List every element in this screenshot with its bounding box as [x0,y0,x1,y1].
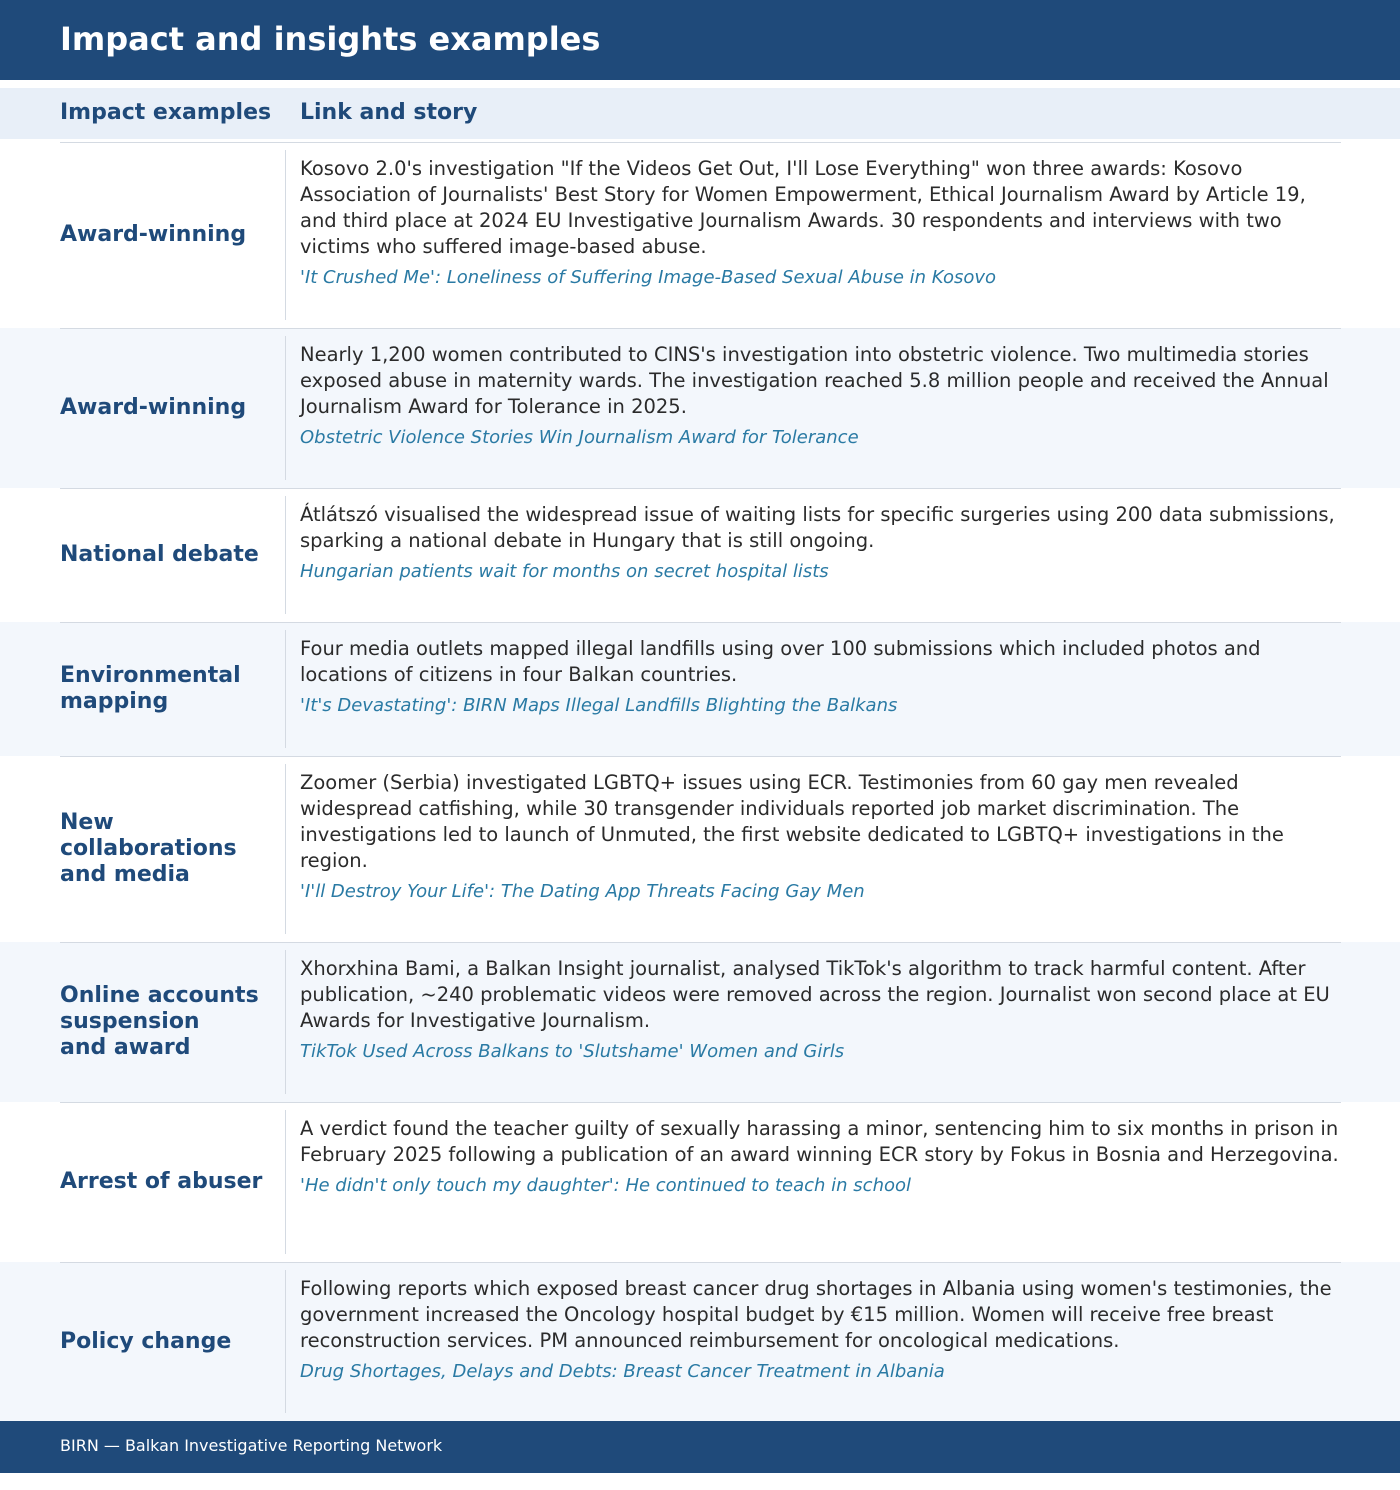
story-link[interactable]: 'It Crushed Me': Loneliness of Suffering Image-Based Sexual Abuse in Kosovo [300,267,997,288]
column-header-link: Link and story [300,100,478,125]
column-divider [285,630,286,748]
page-title: Impact and insights examples [60,20,601,58]
impact-description: Zoomer (Serbia) investigated LGBTQ+ issues using ECR. Testimonies from 60 gay men revealed widespread catfishing, while 30 transgender individuals reported job market discrimination. The investigations led to launch of Unmuted, the first website dedicated to LGBTQ+ investigations in the region. [300,771,1284,872]
impact-label: Award-winning [60,222,247,247]
impact-description: Following reports which exposed breast cancer drug shortages in Albania using women's testimonies, the government increased the Oncology hospital budget by €15 million. Women will receive free breast reconstruction services. PM announced reimbursement for oncological medications. [300,1277,1332,1352]
story-link[interactable]: Hungarian patients wait for months on secret hospital lists [300,561,829,582]
impact-label: Online accounts suspension and award [60,983,259,1060]
story-link[interactable]: 'He didn't only touch my daughter': He continued to teach in school [300,1175,912,1196]
table-row [0,328,1400,488]
column-divider [285,1270,286,1413]
story-link[interactable]: Drug Shortages, Delays and Debts: Breast Cancer Treatment in Albania [300,1361,945,1382]
table-row [0,622,1400,756]
column-divider [285,1110,286,1254]
impact-description: Xhorxhina Bami, a Balkan Insight journalist, analysed TikTok's algorithm to track harmful content. After publication, ~240 problematic videos were removed across the region. Journalist won second place at EU Awards for Investigative Journalism. [300,957,1330,1032]
column-header-impact: Impact examples [60,100,272,125]
page-header [0,0,1400,80]
story-link[interactable]: Obstetric Violence Stories Win Journalism Award for Tolerance [300,427,859,448]
impact-label: Policy change [60,1328,232,1354]
impact-label: National debate [60,542,259,567]
story-link[interactable]: 'I'll Destroy Your Life': The Dating App Threats Facing Gay Men [300,881,865,902]
impact-description: A verdict found the teacher guilty of sexually harassing a minor, sentencing him to six months in prison in February 2025 following a publication of an award winning ECR story by Fokus in Bosnia and Herzegovina. [300,1117,1339,1166]
table-header [0,88,1400,139]
table-row [0,142,1400,328]
footer-text: BIRN — Balkan Investigative Reporting Network [60,1436,443,1455]
column-divider [285,150,286,320]
impact-label: Award-winning [60,395,247,420]
impact-label: New collaborations and media [60,810,237,887]
page-footer [0,1421,1400,1473]
impact-description: Nearly 1,200 women contributed to CINS's investigation into obstetric violence. Two multimedia stories exposed abuse in maternity wards. The investigation reached 5.8 million people and received the Annual Journalism Award for Tolerance in 2025. [300,343,1329,418]
impact-label: Environmental mapping [60,663,241,714]
impact-description: Átlátszó visualised the widespread issue of waiting lists for specific surgeries using 200 data submissions, sparking a national debate in Hungary that is still ongoing. [300,503,1335,552]
column-divider [285,496,286,614]
table-row [0,942,1400,1102]
table-row [0,488,1400,622]
impact-label: Arrest of abuser [60,1169,263,1194]
impact-description: Kosovo 2.0's investigation "If the Videos Get Out, I'll Lose Everything" won three awards: Kosovo Association of Journalists' Best Story for Women Empowerment, Ethical Journalism Award by Article 19, and third place at 2024 EU Investigative Journalism Awards. 30 respondents and interviews with two victims who suffered image-based abuse. [300,157,1306,258]
story-link[interactable]: TikTok Used Across Balkans to 'Slutshame' Women and Girls [300,1041,845,1062]
table-row [0,756,1400,942]
story-link[interactable]: 'It's Devastating': BIRN Maps Illegal Landfills Blighting the Balkans [300,695,898,716]
table-row [0,1262,1400,1421]
impact-description: Four media outlets mapped illegal landfills using over 100 submissions which included photos and locations of citizens in four Balkan countries. [300,637,1261,686]
column-divider [285,950,286,1094]
column-divider [285,336,286,480]
column-divider [285,764,286,934]
table-row [0,1102,1400,1262]
